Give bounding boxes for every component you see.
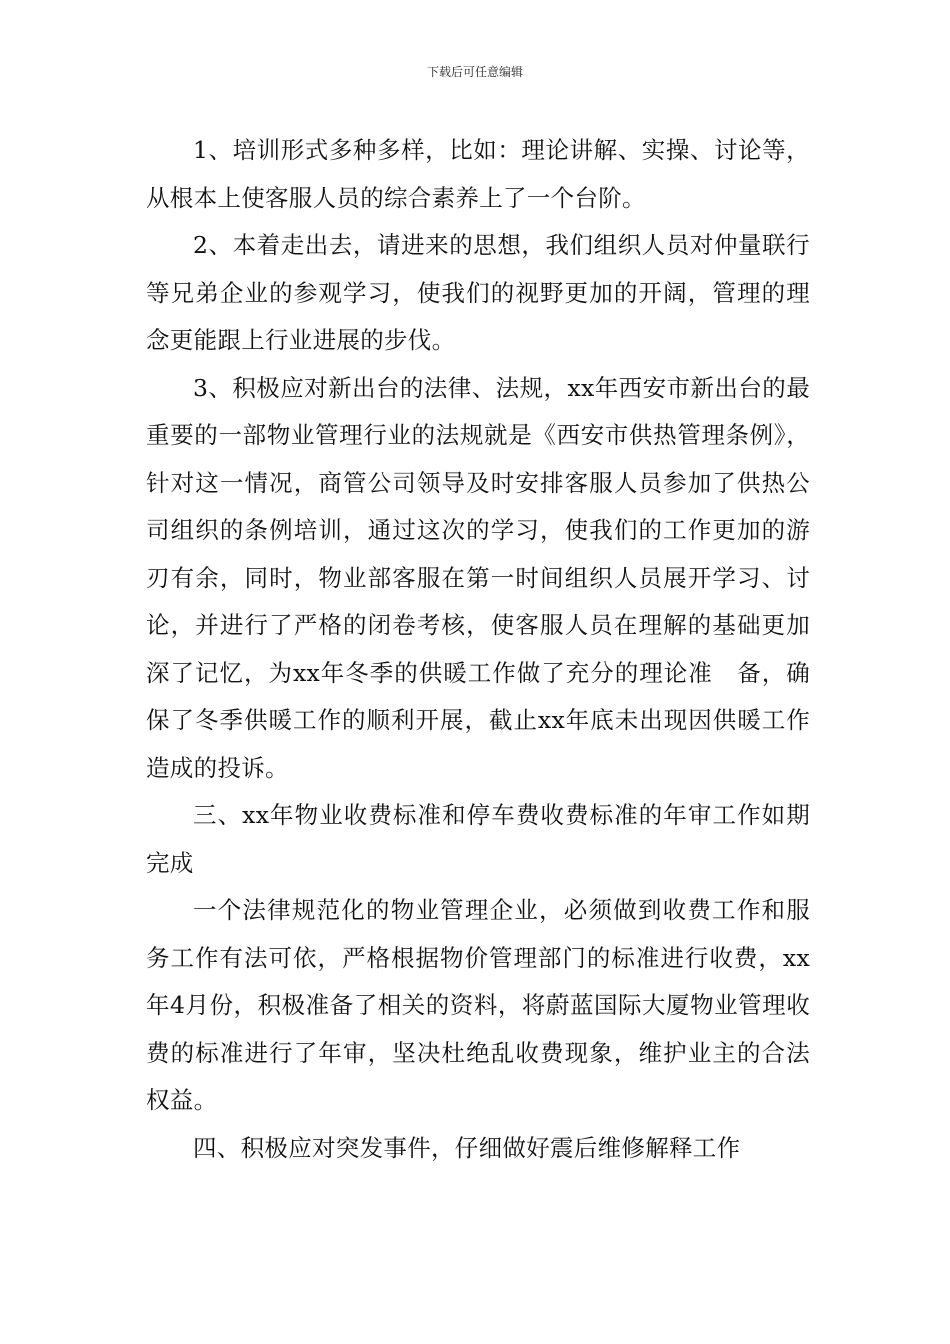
- page-header: 下载后可任意编辑: [426, 65, 523, 79]
- paragraph-new-regulations: 3、积极应对新出台的法律、法规，xx年西安市新出台的最重要的一部物业管理行业的法规就是《西安市供热管理条例》，针对这一情况，商管公司领导及时安排客服人员参加了供热公司组织的条例培训，通过这次的学习，使我们的工作更加的游刃有余，同时，物业部客服在第一时间组织人员展开学习、讨论，并进行了严格的闭卷考核，使客服人员在理解的基础更加深了记忆，为xx年冬季的供暖工作做了充分的理论准 备，确保了冬季供暖工作的顺利开展，截止xx年底未出现因供暖工作造成的投诉。: [146, 373, 810, 782]
- document-body: [146, 127, 810, 1172]
- section-heading-fee-review: 三、xx年物业收费标准和停车费收费标准的年审工作如期完成: [146, 801, 810, 877]
- section-heading-emergency-response: 四、积极应对突发事件，仔细做好震后维修解释工作: [193, 1133, 741, 1162]
- paragraph-training-forms: 1、培训形式多种多样，比如：理论讲解、实操、讨论等，从根本上使客服人员的综合素养上了一个台阶。: [146, 136, 810, 212]
- paragraph-external-learning: 2、本着走出去，请进来的思想，我们组织人员对仲量联行等兄弟企业的参观学习，使我们的视野更加的开阔，管理的理念更能跟上行业进展的步伐。: [146, 231, 810, 354]
- paragraph-fee-standards: 一个法律规范化的物业管理企业，必须做到收费工作和服务工作有法可依，严格根据物价管理部门的标准进行收费，xx年4月份，积极准备了相关的资料，将蔚蓝国际大厦物业管理收费的标准进行了年审，坚决杜绝乱收费现象，维护业主的合法权益。: [146, 896, 810, 1114]
